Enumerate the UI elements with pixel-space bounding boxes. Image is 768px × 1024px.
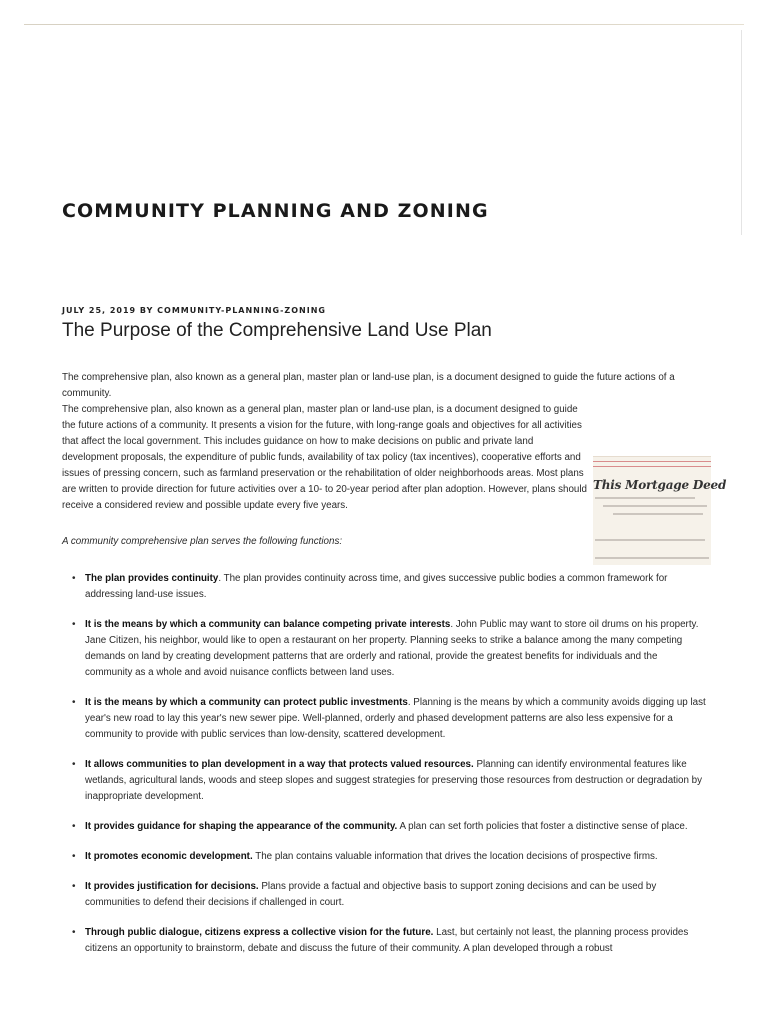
list-item-heading: It is the means by which a community can balance competing private interests xyxy=(85,619,451,630)
deed-text-line xyxy=(603,505,707,507)
top-divider xyxy=(24,24,744,25)
functions-list xyxy=(62,571,707,957)
list-item xyxy=(72,571,707,603)
bullet-icon: • xyxy=(72,851,76,862)
post-author[interactable]: COMMUNITY-PLANNING-ZONING xyxy=(157,306,326,315)
list-item-text: The plan contains valuable information that drives the location decisions of prospective firms. xyxy=(252,851,658,862)
list-item-text: Last, but certainly not least, the planning process provides citizens an opportunity to brainstorm, debate and discuss the future of their community. A plan developed through a robust xyxy=(85,927,689,954)
deed-text-line xyxy=(595,539,705,541)
list-item-heading: It promotes economic development. xyxy=(85,851,253,862)
body-paragraph-text: The comprehensive plan, also known as a general plan, master plan or land-use plan, is a document designed to guide the future actions of a community. It presents a vision for the future, with long-range goals and objectives for all activities that affect the local government. This includes guidance on how to make decisions on public and private land development proposals, the expenditure of public funds, availability of tax policy (tax incentives), cooperative efforts and issues of pressing concern, such as farmland preservation or the rehabilitation of older neighborhoods areas. Most plans are written to provide direction for future activities over a 10- to 20-year period after plan adoption. However, plans should receive a considered review and possible update every five years. xyxy=(62,404,587,511)
list-item-text: . The plan provides continuity across time, and gives successive public bodies a common framework for addressing land-use issues. xyxy=(85,573,668,600)
post-title[interactable]: The Purpose of the Comprehensive Land Use Plan xyxy=(62,320,492,341)
bullet-icon: • xyxy=(72,759,76,770)
list-item-text: . Planning is the means by which a community avoids digging up last year's new road to lay this year's new sewer pipe. Well-planned, orderly and phased development patterns are also less expensive for a community to provide with public services than low-density, scattered development. xyxy=(85,697,706,740)
list-item xyxy=(72,695,707,743)
list-item xyxy=(72,925,707,957)
site-title[interactable]: COMMUNITY PLANNING AND ZONING xyxy=(62,200,489,222)
post-by: BY xyxy=(139,306,154,315)
list-item-heading: Through public dialogue, citizens express a collective vision for the future. xyxy=(85,927,434,938)
list-item-text: Planning can identify environmental features like wetlands, agricultural lands, woods and steep slopes and suggest strategies for preserving those resources from destruction or degradation by inappropriate development. xyxy=(85,759,703,802)
deed-text-line xyxy=(613,513,703,515)
deed-red-rule xyxy=(593,461,711,462)
deed-text-line xyxy=(595,497,695,499)
list-item-text: Plans provide a factual and objective basis to support zoning decisions and can be used by communities to defend their decisions if challenged in court. xyxy=(85,881,657,908)
page-edge-line xyxy=(741,30,742,235)
list-item-heading: It allows communities to plan development in a way that protects valued resources. xyxy=(85,759,474,770)
deed-red-rule xyxy=(593,466,711,467)
intro-paragraph: The comprehensive plan, also known as a general plan, master plan or land-use plan, is a document designed to guide the future actions of a community. xyxy=(62,372,675,399)
list-item-heading: The plan provides continuity xyxy=(85,573,219,584)
bullet-icon: • xyxy=(72,619,76,630)
deed-text-line xyxy=(595,557,709,559)
list-item xyxy=(72,617,707,681)
post-meta xyxy=(62,306,326,315)
list-item xyxy=(72,879,707,911)
mortgage-deed-image xyxy=(593,456,727,565)
list-item xyxy=(72,819,707,835)
bullet-icon: • xyxy=(72,573,76,584)
list-item-text: A plan can set forth policies that foster a distinctive sense of place. xyxy=(397,821,688,832)
post-content xyxy=(62,370,727,971)
deed-heading-text: This Mortgage Deed xyxy=(593,478,727,492)
body-paragraph xyxy=(62,402,727,514)
list-item-text: . John Public may want to store oil drums on his property. Jane Citizen, his neighbor, would like to open a restaurant on her property. Planning seeks to strike a balance among the many competing demands on land by creating development patterns that are orderly and rational, provide the greatest benefits for individuals and the community as a whole and avoid nuisance conflicts between land uses. xyxy=(85,619,699,678)
bullet-icon: • xyxy=(72,821,76,832)
list-item-heading: It provides justification for decisions. xyxy=(85,881,259,892)
list-item-heading: It is the means by which a community can protect public investments xyxy=(85,697,408,708)
functions-intro: A community comprehensive plan serves the following functions: xyxy=(62,536,343,547)
post-date[interactable]: JULY 25, 2019 xyxy=(62,306,137,315)
list-item-heading: It provides guidance for shaping the appearance of the community. xyxy=(85,821,398,832)
list-item xyxy=(72,849,707,865)
list-item xyxy=(72,757,707,805)
bullet-icon: • xyxy=(72,881,76,892)
bullet-icon: • xyxy=(72,697,76,708)
bullet-icon: • xyxy=(72,927,76,938)
